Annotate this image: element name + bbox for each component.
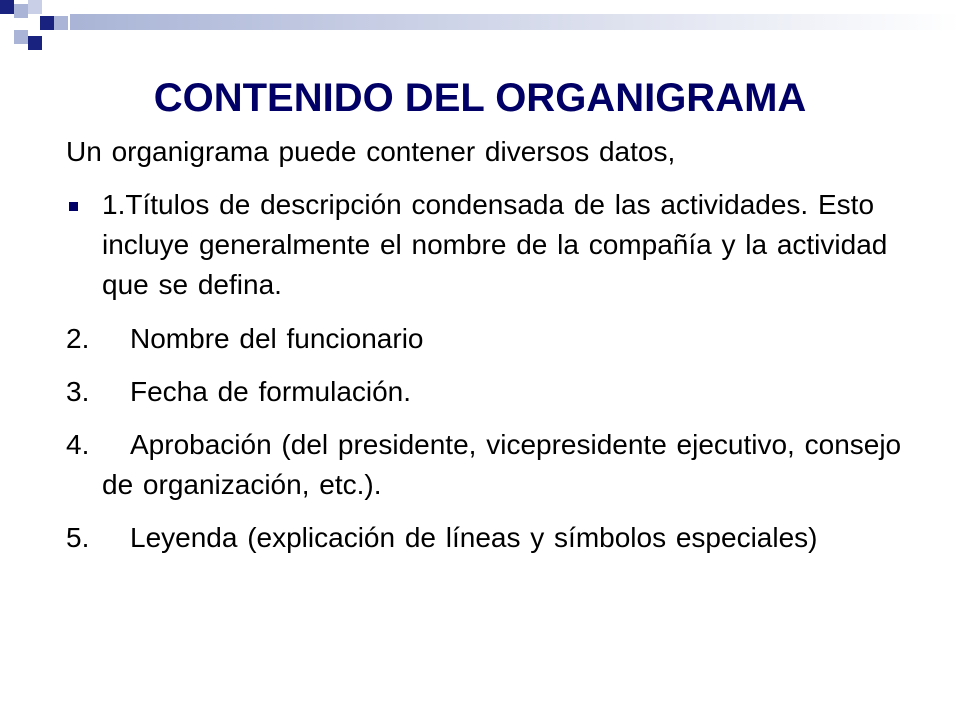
- deco-square-dark: [28, 36, 42, 50]
- bullet-item: [66, 185, 916, 305]
- bullet-item-text: 1.Títulos de descripción condensada de las actividades. Esto incluye generalmente el nombre de la compañía y la actividad que se defina.: [102, 189, 888, 300]
- numbered-item-number: 2.: [66, 323, 90, 354]
- deco-square-light: [14, 30, 28, 44]
- deco-square-light: [54, 16, 68, 30]
- numbered-item-text: Fecha de formulación.: [130, 376, 412, 407]
- numbered-item-text: Nombre del funcionario: [130, 323, 424, 354]
- numbered-item-text: Leyenda (explicación de líneas y símbolos especiales): [130, 522, 818, 553]
- numbered-item-number: 5.: [66, 522, 90, 553]
- deco-square-light: [14, 4, 28, 18]
- numbered-item: [66, 518, 916, 558]
- slide-title: CONTENIDO DEL ORGANIGRAMA: [153, 76, 807, 120]
- numbered-item: [66, 319, 916, 359]
- decorative-header: [0, 0, 960, 60]
- deco-square-dark: [40, 16, 54, 30]
- deco-square-dark: [0, 0, 14, 14]
- numbered-item: [66, 372, 916, 412]
- deco-square-light: [28, 0, 42, 14]
- numbered-item: [66, 425, 916, 505]
- deco-gradient-bar: [70, 14, 960, 30]
- square-bullet-icon: [69, 202, 78, 211]
- numbered-item-number: 3.: [66, 376, 90, 407]
- intro-text: Un organigrama puede contener diversos datos,: [66, 136, 676, 167]
- numbered-item-text: Aprobación (del presidente, vicepresidente ejecutivo, consejo de organización, etc.).: [102, 429, 902, 500]
- slide-body: [66, 132, 916, 571]
- numbered-item-number: 4.: [66, 429, 90, 460]
